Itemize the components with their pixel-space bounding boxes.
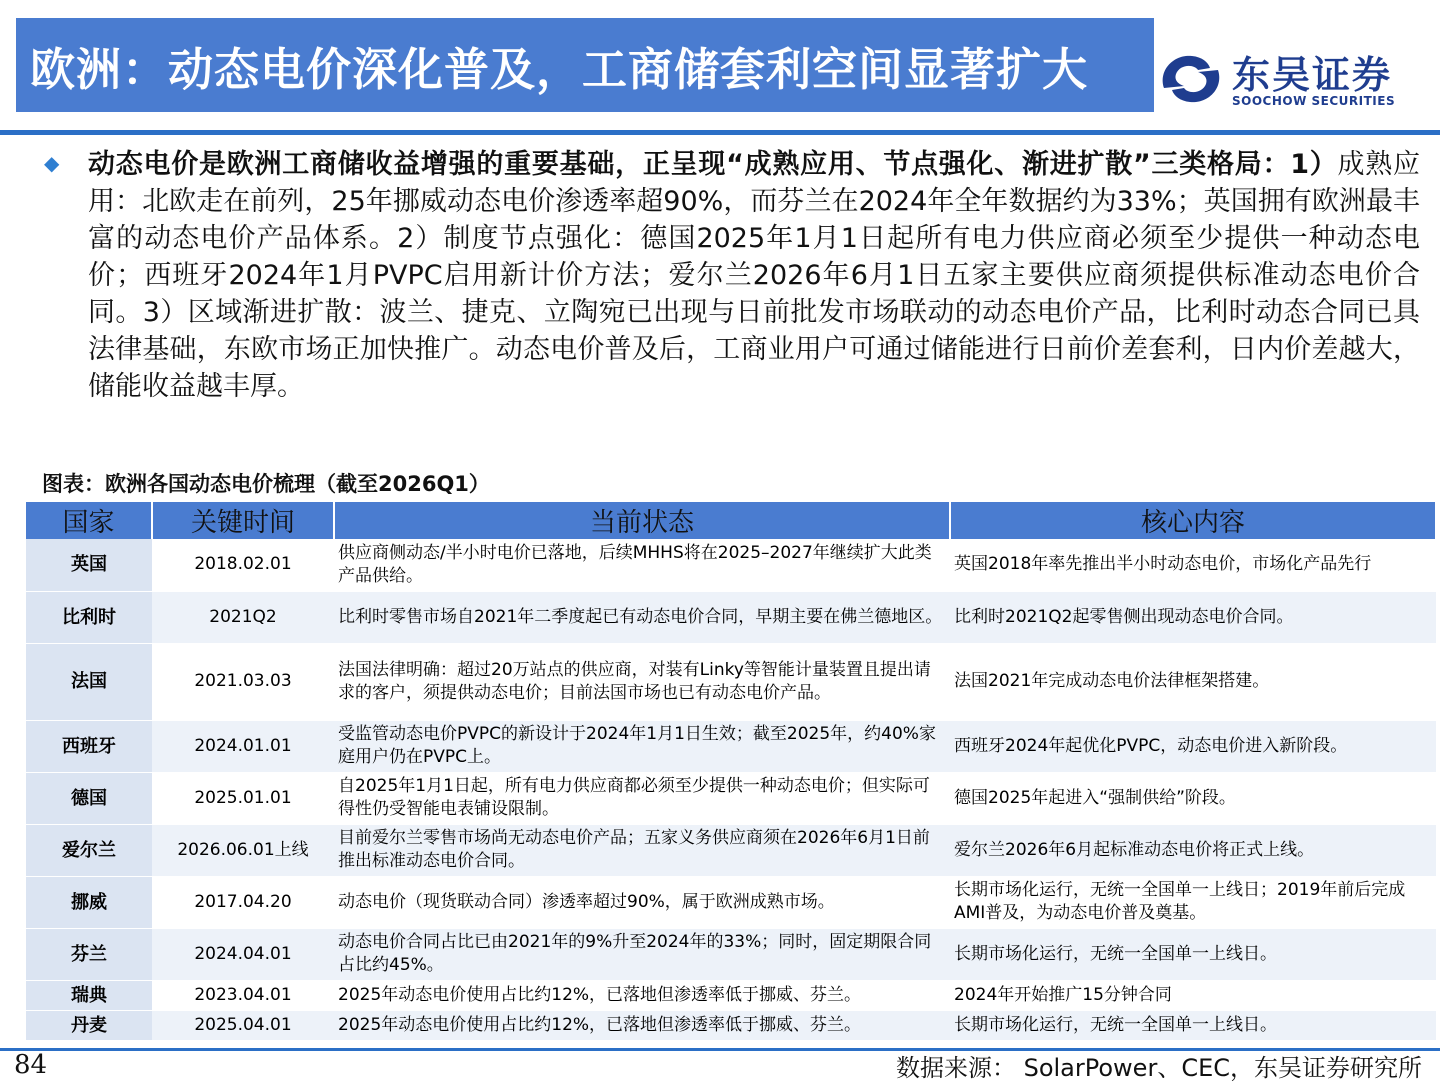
core-cell: 比利时2021Q2起零售侧出现动态电价合同。 (950, 591, 1436, 643)
country-cell: 丹麦 (26, 1010, 152, 1040)
header-status: 当前状态 (334, 502, 950, 539)
date-cell: 2025.04.01 (152, 1010, 334, 1040)
page-number: 84 (14, 1050, 48, 1080)
country-cell: 德国 (26, 772, 152, 824)
table-row (26, 928, 1436, 980)
logo-chinese-text: 东吴证券 (1232, 53, 1393, 97)
status-cell: 目前爱尔兰零售市场尚无动态电价产品；五家义务供应商须在2026年6月1日前推出标准动态电价合同。 (334, 824, 950, 876)
core-cell: 爱尔兰2026年6月起标准动态电价将正式上线。 (950, 824, 1436, 876)
soochow-logo-icon (1156, 48, 1226, 110)
core-cell: 长期市场化运行，无统一全国单一上线日。 (950, 1010, 1436, 1040)
core-cell: 长期市场化运行，无统一全国单一上线日。 (950, 928, 1436, 980)
top-divider (0, 130, 1440, 135)
core-cell: 法国2021年完成动态电价法律框架搭建。 (950, 643, 1436, 720)
table-row (26, 591, 1436, 643)
data-source: 数据来源： SolarPower、CEC，东吴证券研究所 (895, 1054, 1422, 1082)
table-row (26, 539, 1436, 591)
table-row (26, 643, 1436, 720)
header-core: 核心内容 (950, 502, 1436, 539)
date-cell: 2024.04.01 (152, 928, 334, 980)
core-cell: 英国2018年率先推出半小时动态电价，市场化产品先行 (950, 539, 1436, 591)
country-cell: 西班牙 (26, 720, 152, 772)
header-country: 国家 (26, 502, 152, 539)
date-cell: 2018.02.01 (152, 539, 334, 591)
date-cell: 2026.06.01上线 (152, 824, 334, 876)
header-key-date: 关键时间 (152, 502, 334, 539)
country-cell: 挪威 (26, 876, 152, 928)
status-cell: 2025年动态电价使用占比约12%，已落地但渗透率低于挪威、芬兰。 (334, 1010, 950, 1040)
company-logo (1156, 40, 1436, 120)
country-cell: 英国 (26, 539, 152, 591)
table-row (26, 720, 1436, 772)
date-cell: 2024.01.01 (152, 720, 334, 772)
core-cell: 西班牙2024年起优化PVPC，动态电价进入新阶段。 (950, 720, 1436, 772)
date-cell: 2021Q2 (152, 591, 334, 643)
core-cell: 长期市场化运行，无统一全国单一上线日；2019年前后完成AMI普及，为动态电价普及奠基。 (950, 876, 1436, 928)
status-cell: 动态电价（现货联动合同）渗透率超过90%，属于欧洲成熟市场。 (334, 876, 950, 928)
date-cell: 2023.04.01 (152, 980, 334, 1010)
title-bar (16, 18, 1154, 112)
page-title: 欧洲：动态电价深化普及，工商储套利空间显著扩大 (30, 42, 1089, 96)
summary-lead: 动态电价是欧洲工商储收益增强的重要基础，正呈现“成熟应用、节点强化、渐进扩散”三类格局：1） (88, 149, 1338, 180)
summary-paragraph (88, 146, 1420, 405)
date-cell: 2021.03.03 (152, 643, 334, 720)
status-cell: 供应商侧动态/半小时电价已落地，后续MHHS将在2025–2027年继续扩大此类产品供给。 (334, 539, 950, 591)
logo-english-text: SOOCHOW SECURITIES (1232, 94, 1396, 108)
date-cell: 2017.04.20 (152, 876, 334, 928)
core-cell: 德国2025年起进入“强制供给”阶段。 (950, 772, 1436, 824)
diamond-bullet-icon: ◆ (44, 151, 60, 175)
country-cell: 比利时 (26, 591, 152, 643)
summary-body: 成熟应用：北欧走在前列，25年挪威动态电价渗透率超90%，而芬兰在2024年全年数据约为33%；英国拥有欧洲最丰富的动态电价产品体系。2）制度节点强化：德国2025年1月1日起所有电力供应商必须至少提供一种动态电价；西班牙2024年1月PVPC启用新计价方法；爱尔兰2026年6月1日五家主要供应商须提供标准动态电价合同。3）区域渐进扩散：波兰、捷克、立陶宛已出现与日前批发市场联动的动态电价产品，比利时动态合同已具法律基础，东欧市场正加快推广。动态电价普及后，工商业用户可通过储能进行日前价差套利，日内价差越大，储能收益越丰厚。 (88, 149, 1421, 402)
table-caption: 图表：欧洲各国动态电价梳理（截至2026Q1） (42, 472, 490, 496)
status-cell: 动态电价合同占比已由2021年的9%升至2024年的33%；同时，固定期限合同占比约45%。 (334, 928, 950, 980)
status-cell: 法国法律明确：超过20万站点的供应商，对装有Linky等智能计量装置且提出请求的客户，须提供动态电价；目前法国市场也已有动态电价产品。 (334, 643, 950, 720)
table-row (26, 772, 1436, 824)
table-row (26, 824, 1436, 876)
core-cell: 2024年开始推广15分钟合同 (950, 980, 1436, 1010)
table-row (26, 1010, 1436, 1040)
status-cell: 自2025年1月1日起，所有电力供应商都必须至少提供一种动态电价；但实际可得性仍受智能电表铺设限制。 (334, 772, 950, 824)
status-cell: 受监管动态电价PVPC的新设计于2024年1月1日生效；截至2025年，约40%家庭用户仍在PVPC上。 (334, 720, 950, 772)
table-header-row (26, 502, 1436, 539)
status-cell: 比利时零售市场自2021年二季度起已有动态电价合同，早期主要在佛兰德地区。 (334, 591, 950, 643)
country-cell: 芬兰 (26, 928, 152, 980)
country-cell: 瑞典 (26, 980, 152, 1010)
country-cell: 法国 (26, 643, 152, 720)
date-cell: 2025.01.01 (152, 772, 334, 824)
dynamic-tariff-table (26, 502, 1437, 1041)
table-row (26, 980, 1436, 1010)
table-row (26, 876, 1436, 928)
status-cell: 2025年动态电价使用占比约12%，已落地但渗透率低于挪威、芬兰。 (334, 980, 950, 1010)
country-cell: 爱尔兰 (26, 824, 152, 876)
